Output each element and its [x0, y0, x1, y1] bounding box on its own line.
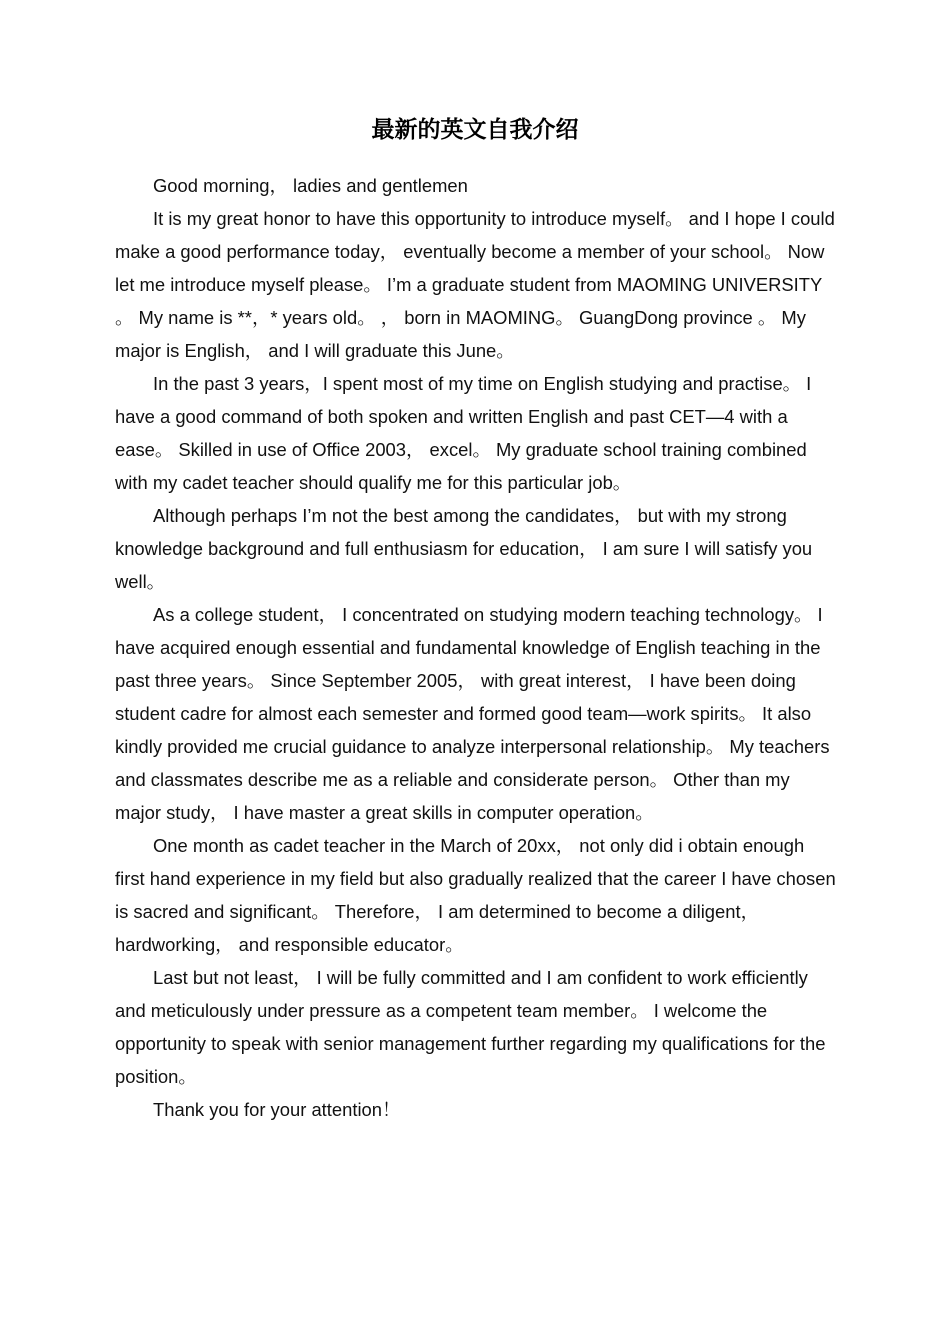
document-title: 最新的英文自我介绍 — [371, 117, 579, 143]
paragraph-introduction: It is my great honor to have this opportunity to introduce myself。 and I hope I could make a good performance today， eventually become a member of your school。 Now let me introduce myself please。 I’m a graduate student from MAOMING UNIVERSITY 。 My name is **，* years old。 ， born in MAOMING。 GuangDong province 。 My major is English， and I will graduate this June。 — [115, 208, 840, 361]
paragraph-closing: Thank you for your attention！ — [153, 1099, 401, 1120]
paragraph-greeting: Good morning， ladies and gentlemen — [153, 175, 468, 196]
paragraph-college-experience: As a college student， I concentrated on studying modern teaching technology。 I have acquired enough essential and fundamental knowledge of English teaching in the past three years。 Since September 2005， with great interest， I have been doing student cadre for almost each semester and formed good team—work spirits。 It also kindly provided me crucial guidance to analyze interpersonal relationship。 My teachers and classmates describe me as a reliable and considerate person。 Other than my major study， I have master a great skills in computer operation。 — [115, 604, 835, 823]
paragraph-english-skills: In the past 3 years，I spent most of my time on English studying and practise。 I have a good command of both spoken and written English and past CET—4 with a ease。 Skilled in use of Office 2003， excel。 My graduate school training combined with my cadet teacher should qualify me for this particular job。 — [115, 373, 817, 493]
paragraph-candidacy: Although perhaps I’m not the best among the candidates， but with my strong knowledge background and full enthusiasm for education， I am sure I will satisfy you well。 — [115, 505, 818, 592]
document-body — [115, 169, 841, 1126]
paragraph-commitment: Last but not least， I will be fully committed and I am confident to work efficiently and meticulously under pressure as a competent team member。 I welcome the opportunity to speak with senior management further regarding my qualifications for the position。 — [115, 967, 831, 1087]
paragraph-cadet-teacher: One month as cadet teacher in the March of 20xx， not only did i obtain enough first hand experience in my field but also gradually realized that the career I have chosen is sacred and significant。 Therefore， I am determined to become a diligent， hardworking， and responsible educator。 — [115, 835, 841, 955]
